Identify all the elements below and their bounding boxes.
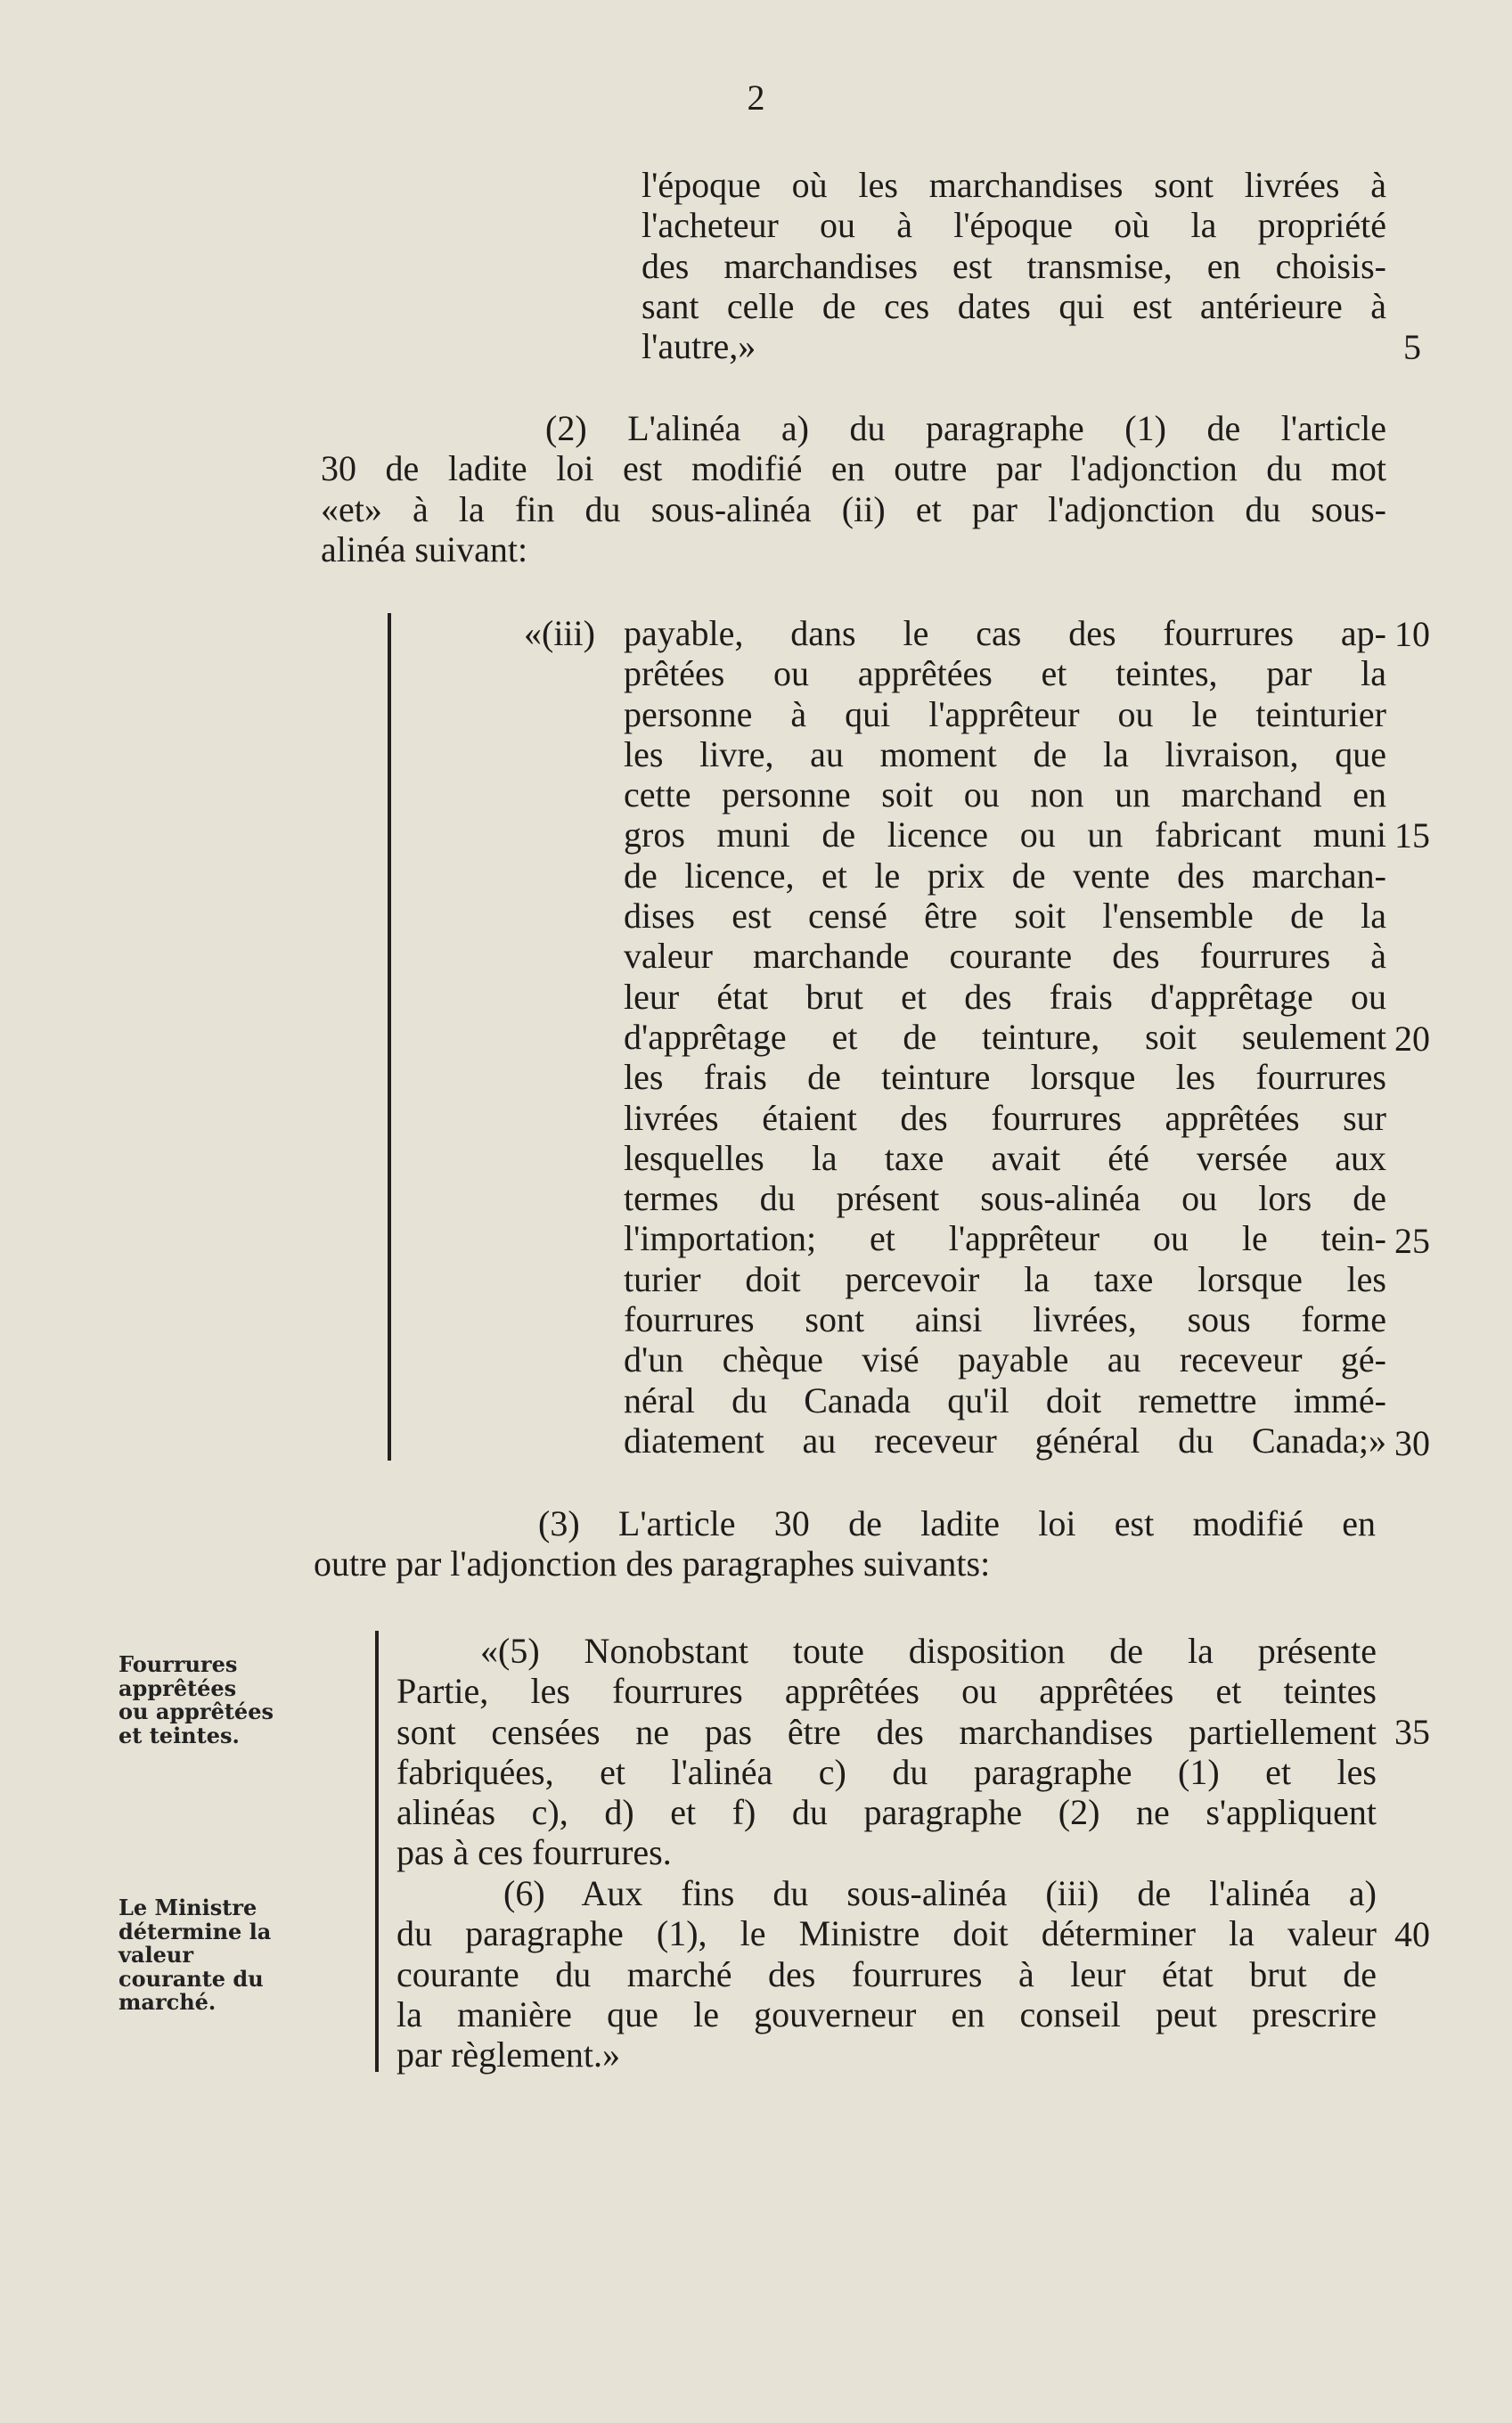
text-line: Partie, les fourrures apprêtées ou apprêtées et teintes	[396, 1671, 1377, 1712]
line-number: 10	[1394, 614, 1430, 654]
text-line: alinéa suivant:	[321, 528, 528, 569]
text-line: cette personne soit ou non un marchand en	[624, 774, 1386, 815]
margin-note-line: courante du	[119, 1965, 264, 1992]
line-number: 20	[1394, 1019, 1430, 1059]
margin-note-line: Fourrures	[119, 1651, 238, 1677]
text-line: de licence, et le prix de vente des marchan-	[624, 855, 1386, 896]
text-line: d'un chèque visé payable au receveur gé-	[624, 1339, 1386, 1380]
line-number: 35	[1394, 1712, 1430, 1752]
text-line: d'apprêtage et de teinture, soit seulement	[624, 1016, 1386, 1057]
text-line: valeur marchande courante des fourrures à	[624, 936, 1386, 977]
text-line: du paragraphe (1), le Ministre doit déterminer la valeur	[396, 1913, 1377, 1954]
text-line: turier doit percevoir la taxe lorsque les	[624, 1258, 1386, 1299]
text-line: lesquelles la taxe avait été versée aux	[624, 1137, 1386, 1178]
text-line: dises est censé être soit l'ensemble de la	[624, 896, 1386, 937]
text-line: la manière que le gouverneur en conseil peut prescrire	[396, 1993, 1377, 2034]
text-line: sont censées ne pas être des marchandises partiellement	[396, 1711, 1377, 1752]
line-number: 25	[1394, 1221, 1430, 1261]
subsection-5	[396, 1631, 1377, 1873]
text-line: alinéas c), d) et f) du paragraphe (2) ne s'appliquent	[396, 1792, 1377, 1833]
text-line: prêtées ou apprêtées et teintes, par la	[624, 653, 1386, 694]
text-line: courante du marché des fourrures à leur état brut de	[396, 1953, 1377, 1994]
margin-note-line: apprêtées	[119, 1674, 237, 1701]
page-number: 2	[747, 78, 765, 118]
text-line: leur état brut et des frais d'apprêtage ou	[624, 976, 1386, 1017]
subsection-6	[396, 1873, 1377, 2075]
text-line: outre par l'adjonction des paragraphes suivants:	[314, 1543, 991, 1584]
text-line: fabriquées, et l'alinéa c) du paragraphe (1) et les	[396, 1751, 1377, 1792]
text-line: (3) L'article 30 de ladite loi est modifié en	[538, 1503, 1376, 1543]
margin-note-line: marché.	[119, 1989, 217, 2015]
margin-note-line: et teintes.	[119, 1722, 240, 1748]
margin-note-fourrures	[119, 1653, 332, 1748]
text-line: termes du présent sous-alinéa ou lors de	[624, 1178, 1386, 1219]
text-line: des marchandises est transmise, en choisis-	[642, 245, 1386, 286]
text-line: pas à ces fourrures.	[396, 1832, 672, 1873]
text-line: l'importation; et l'apprêteur ou le tein-	[624, 1218, 1386, 1259]
text-line: l'autre,»	[642, 326, 756, 367]
margin-note-line: détermine la	[119, 1918, 272, 1944]
text-line: payable, dans le cas des fourrures ap-	[624, 613, 1386, 653]
text-line: personne à qui l'apprêteur ou le teinturier	[624, 693, 1386, 734]
line-number: 30	[1394, 1423, 1430, 1463]
amendment-bar	[388, 613, 391, 1461]
continuation-paragraph	[642, 165, 1386, 366]
text-line: (2) L'alinéa a) du paragraphe (1) de l'article	[545, 408, 1386, 448]
text-line: 30 de ladite loi est modifié en outre par l'adjonction du mot	[321, 448, 1386, 489]
text-line: diatement au receveur général du Canada;»	[624, 1420, 1386, 1461]
text-line: (6) Aux fins du sous-alinéa (iii) de l'alinéa a)	[503, 1873, 1377, 1913]
text-line: fourrures sont ainsi livrées, sous forme	[624, 1299, 1386, 1340]
subsection-2	[321, 408, 1386, 569]
amendment-bar	[375, 1631, 379, 2072]
subparagraph-iii-label: «(iii)	[524, 613, 595, 653]
margin-note-line: ou apprêtées	[119, 1699, 274, 1724]
line-number: 15	[1394, 815, 1430, 855]
text-line: sant celle de ces dates qui est antérieure à	[642, 285, 1386, 326]
subparagraph-iii	[624, 613, 1386, 1461]
line-number: 40	[1394, 1914, 1430, 1954]
margin-note-line: valeur	[119, 1942, 193, 1968]
text-line: livrées étaient des fourrures apprêtées sur	[624, 1097, 1386, 1138]
text-line: gros muni de licence ou un fabricant muni	[624, 814, 1386, 855]
subsection-3	[314, 1503, 1376, 1584]
text-line: néral du Canada qu'il doit remettre immé-	[624, 1379, 1386, 1420]
text-line: les frais de teinture lorsque les fourrures	[624, 1057, 1386, 1098]
text-line: les livre, au moment de la livraison, que	[624, 733, 1386, 774]
text-line: par règlement.»	[396, 2034, 620, 2075]
margin-note-ministre	[119, 1896, 332, 2015]
text-line: l'époque où les marchandises sont livrées à	[642, 165, 1386, 205]
margin-note-line: Le Ministre	[119, 1895, 257, 1920]
text-line: l'acheteur ou à l'époque où la propriété	[642, 205, 1386, 246]
text-line: «(5) Nonobstant toute disposition de la présente	[480, 1631, 1377, 1671]
text-line: «et» à la fin du sous-alinéa (ii) et par l'adjonction du sous-	[321, 488, 1386, 529]
line-number: 5	[1403, 327, 1421, 367]
